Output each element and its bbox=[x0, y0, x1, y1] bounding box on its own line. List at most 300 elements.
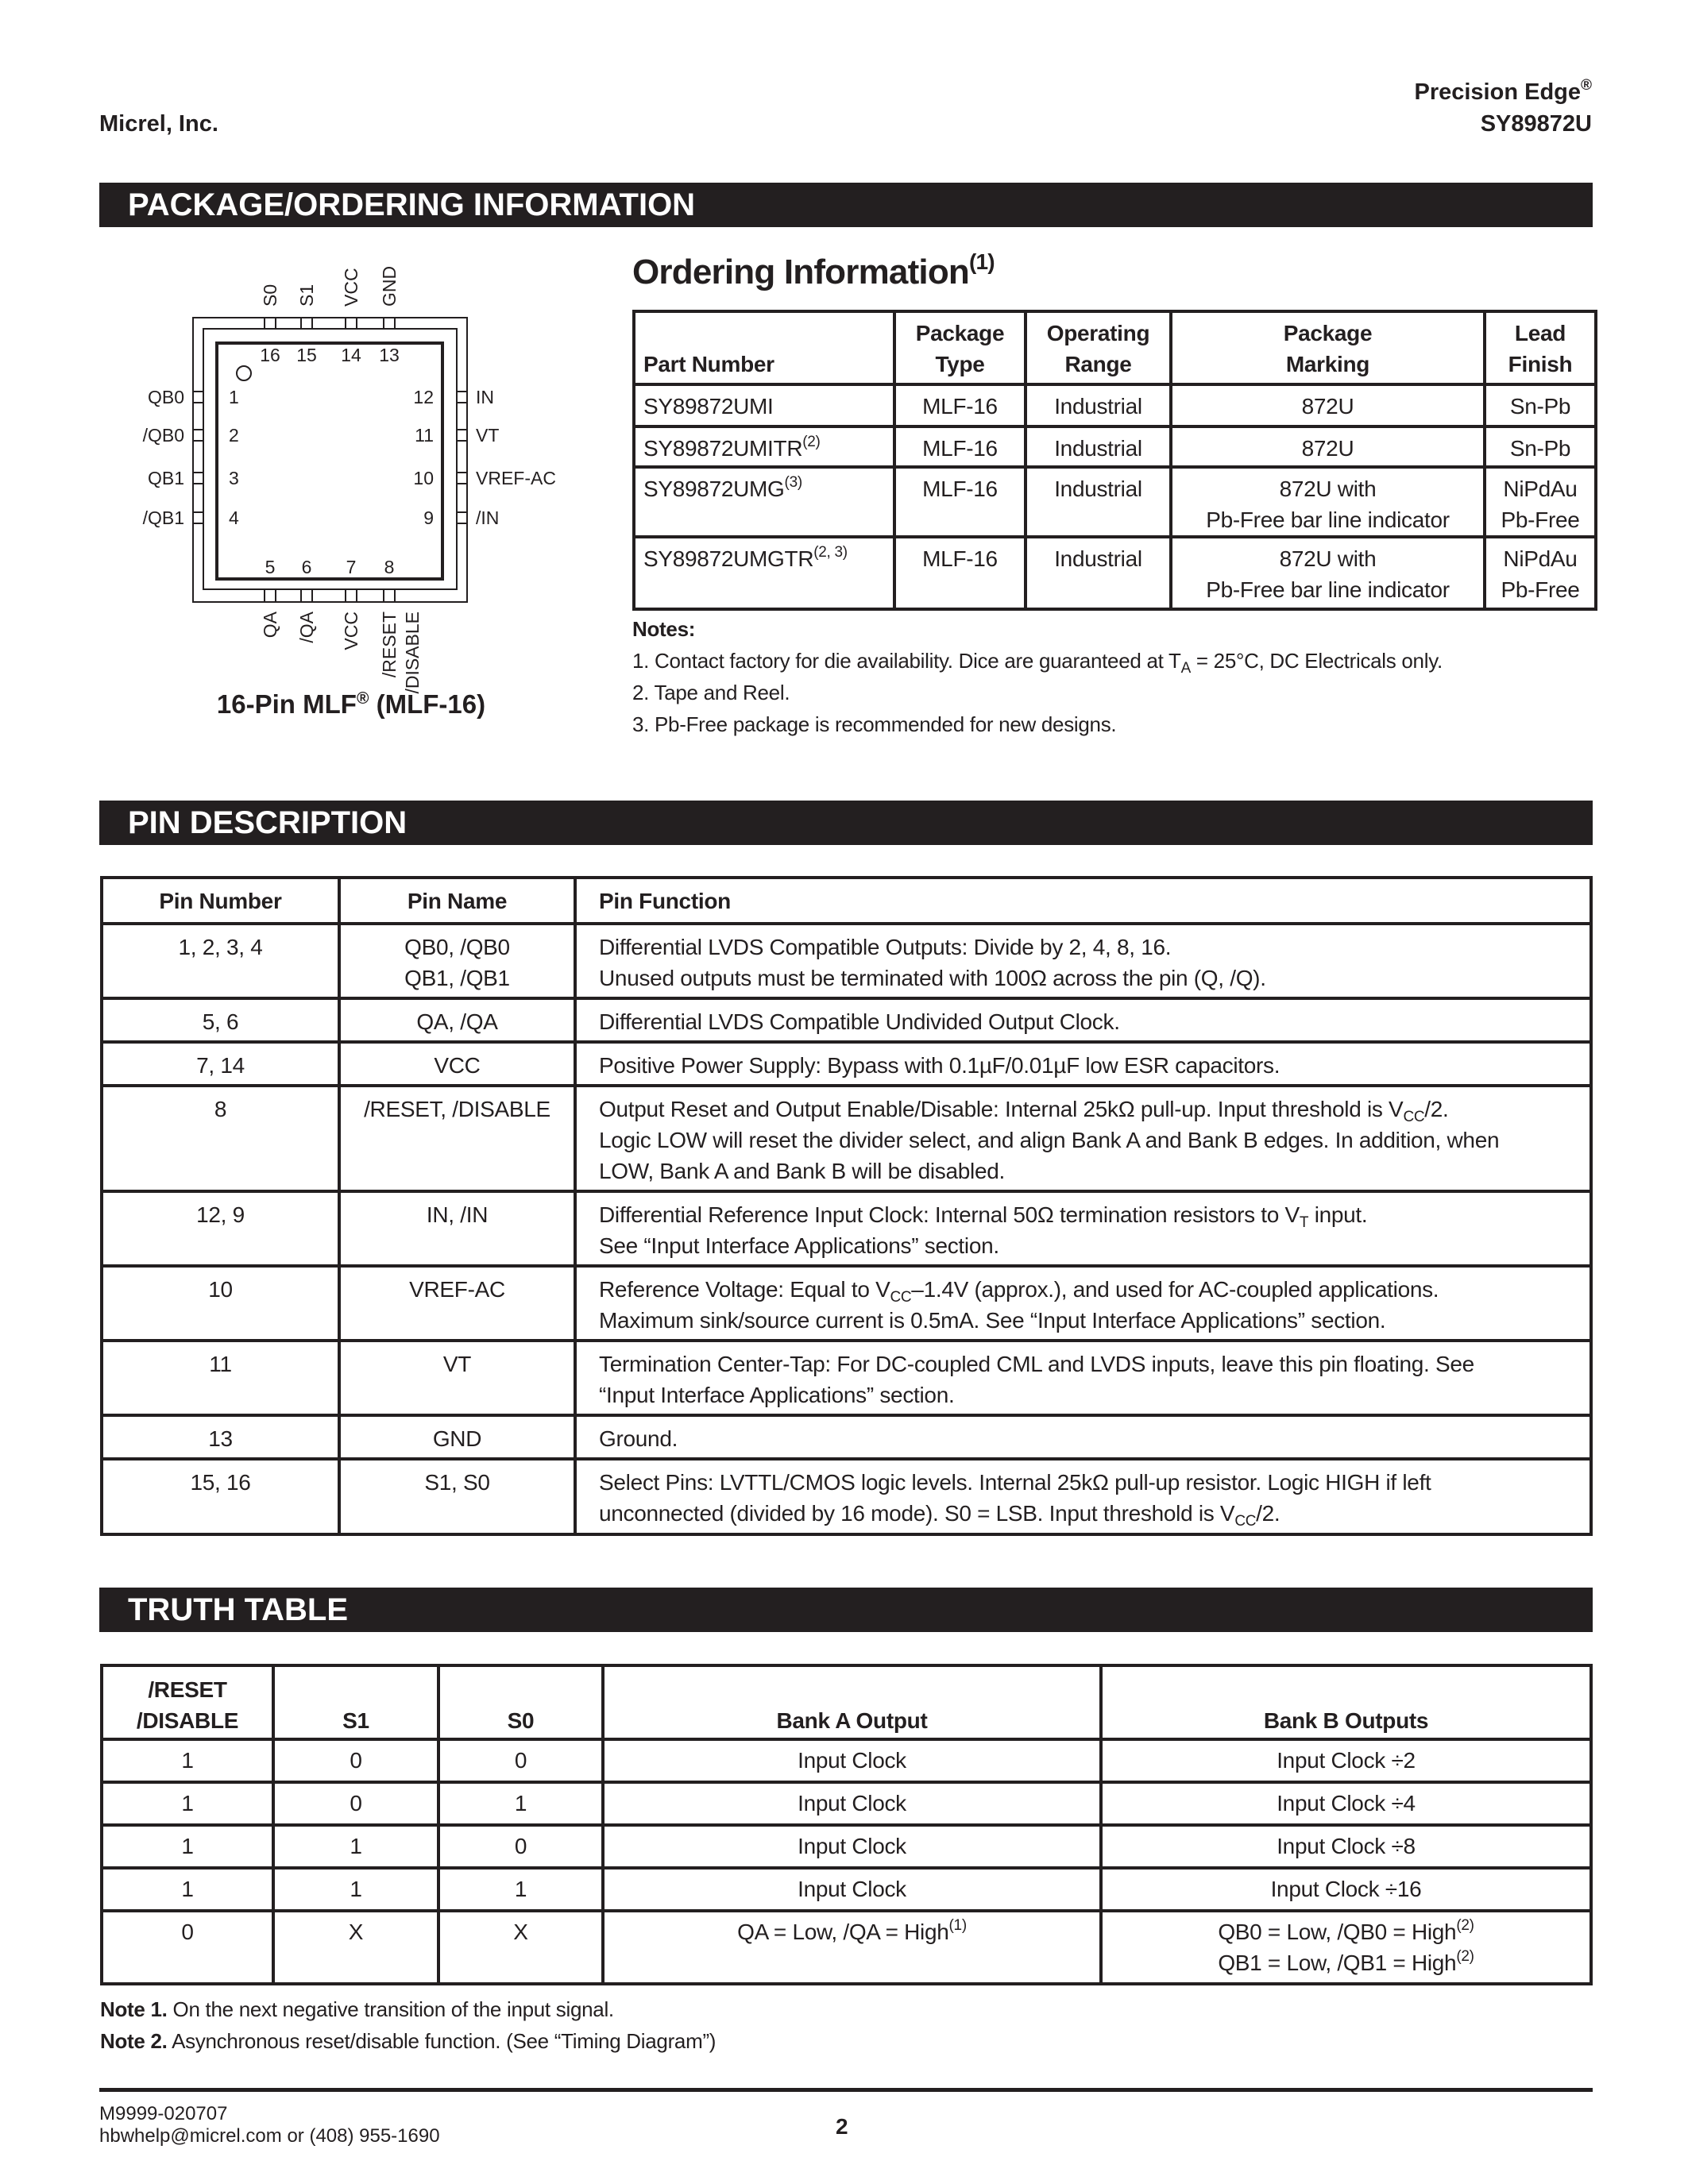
pin-label-top: VCC bbox=[341, 268, 361, 307]
part-number: SY89872U bbox=[1480, 111, 1592, 137]
pin-name: VREF-AC bbox=[409, 1277, 505, 1302]
header-line bbox=[643, 318, 885, 349]
pin-row bbox=[102, 924, 1591, 998]
package-type: MLF-16 bbox=[894, 384, 1026, 426]
ordering-row bbox=[634, 384, 1596, 426]
finish-line: Sn-Pb bbox=[1509, 394, 1571, 419]
part-number: SY89872UMGTR bbox=[643, 546, 814, 571]
header-line: Range bbox=[1064, 352, 1132, 376]
pin-name: IN, /IN bbox=[426, 1202, 489, 1227]
pin-label-right: VT bbox=[476, 425, 500, 446]
pin-number: 15 bbox=[296, 345, 317, 365]
part-note-ref: (2, 3) bbox=[813, 544, 848, 561]
output-line bbox=[605, 1745, 1099, 1776]
reset-disable-value: 1 bbox=[102, 1825, 273, 1868]
pin-label-left: /QB1 bbox=[142, 507, 184, 528]
diagram-title-reg: ® bbox=[356, 689, 369, 708]
pin-pad bbox=[301, 589, 312, 602]
text-segment: Logic LOW will reset the divider select, and align Bank A and Bank B edges. In addition, when bbox=[599, 1128, 1500, 1152]
output-text: Input Clock ÷8 bbox=[1277, 1834, 1416, 1858]
pin-function-line bbox=[599, 1050, 1582, 1081]
pin-function-line bbox=[599, 963, 1582, 994]
output-text: QA = Low, /QA = High bbox=[737, 1920, 949, 1944]
header-line: Marking bbox=[1285, 352, 1370, 376]
pin-label-bottom: VCC bbox=[341, 612, 361, 650]
pin-name: QB0, /QB0 bbox=[404, 935, 510, 959]
text-segment: Select Pins: LVTTL/CMOS logic levels. Internal 25kΩ pull-up resistor. Logic HIGH if left bbox=[599, 1470, 1431, 1495]
pin-pad bbox=[193, 512, 203, 523]
lead-finish bbox=[1485, 384, 1596, 426]
pin-row bbox=[102, 998, 1591, 1042]
pin-name: GND bbox=[432, 1426, 482, 1451]
header-line: Package bbox=[915, 321, 1005, 345]
pin-name-cell bbox=[339, 1086, 575, 1191]
subscript: T bbox=[1299, 1214, 1309, 1231]
pin-pad bbox=[384, 318, 395, 329]
finish-line: Sn-Pb bbox=[1509, 436, 1571, 461]
output-line bbox=[1103, 1831, 1590, 1862]
pin-label-left: /QB0 bbox=[142, 425, 184, 446]
marking-line: Pb-Free bar line indicator bbox=[1206, 577, 1450, 602]
note-ref: (1) bbox=[948, 1917, 967, 1934]
part-number: SY89872UMG bbox=[643, 477, 785, 501]
pin-function-line bbox=[599, 1006, 1582, 1037]
pin-pad bbox=[193, 430, 203, 441]
output-line bbox=[1103, 1788, 1590, 1819]
pin-function-line bbox=[599, 1094, 1582, 1125]
diagram-title-b: (MLF-16) bbox=[369, 689, 486, 719]
ordering-col-header bbox=[894, 311, 1026, 384]
die-outline bbox=[217, 343, 442, 579]
package-type: MLF-16 bbox=[894, 426, 1026, 467]
truth-row bbox=[102, 1825, 1591, 1868]
pin-number: 9 bbox=[423, 507, 434, 528]
pin-number: 14 bbox=[341, 345, 361, 365]
pin-function-line bbox=[599, 1305, 1582, 1336]
pin-function-line bbox=[599, 1467, 1582, 1498]
bank-a-output bbox=[603, 1782, 1101, 1825]
subscript: CC bbox=[1234, 1513, 1257, 1530]
pin-pad bbox=[265, 589, 276, 602]
pin-name: S1, S0 bbox=[424, 1470, 490, 1495]
pin-number-cell: 7, 14 bbox=[102, 1042, 339, 1086]
operating-range: Industrial bbox=[1026, 537, 1171, 609]
pin-pad bbox=[193, 473, 203, 484]
s0-value: 0 bbox=[438, 1739, 603, 1782]
pin-number-cell: 12, 9 bbox=[102, 1191, 339, 1266]
truth-col-header bbox=[1101, 1665, 1591, 1739]
package-type: MLF-16 bbox=[894, 467, 1026, 537]
s1-value: X bbox=[273, 1911, 438, 1984]
lead-finish bbox=[1485, 467, 1596, 537]
text-segment: Output Reset and Output Enable/Disable: Internal 25kΩ pull-up. Input threshold is V bbox=[599, 1097, 1404, 1121]
truth-note-2 bbox=[100, 2025, 716, 2057]
pin-label-right: /IN bbox=[476, 507, 500, 528]
header-line: /DISABLE bbox=[136, 1708, 239, 1733]
s0-value: 1 bbox=[438, 1782, 603, 1825]
pin-name-cell bbox=[339, 1266, 575, 1341]
header-line: S0 bbox=[507, 1708, 535, 1733]
output-text: Input Clock ÷16 bbox=[1270, 1877, 1422, 1901]
pin-number-cell: 15, 16 bbox=[102, 1459, 339, 1534]
header-line: Bank A Output bbox=[776, 1708, 928, 1733]
package-marking bbox=[1171, 384, 1485, 426]
bank-b-output bbox=[1101, 1739, 1591, 1782]
marking-line: 872U bbox=[1301, 394, 1354, 419]
text-segment: input. bbox=[1308, 1202, 1368, 1227]
pin-row bbox=[102, 1415, 1591, 1459]
pin-function-cell bbox=[575, 1042, 1591, 1086]
pin-function-line bbox=[599, 1498, 1582, 1529]
pin-function-line bbox=[599, 1349, 1582, 1379]
pin-number: 10 bbox=[413, 468, 434, 488]
pin-function-cell bbox=[575, 1415, 1591, 1459]
truth-col-header bbox=[438, 1665, 603, 1739]
output-line bbox=[605, 1831, 1099, 1862]
header-line: /RESET bbox=[148, 1677, 227, 1702]
pin-label-top: S0 bbox=[260, 284, 280, 307]
pin-row bbox=[102, 1266, 1591, 1341]
part-number-cell bbox=[634, 384, 894, 426]
truth-note-1-text: On the next negative transition of the input signal. bbox=[167, 1997, 614, 2021]
finish-line: NiPdAu bbox=[1503, 546, 1578, 571]
diagram-title-a: 16-Pin MLF bbox=[216, 689, 357, 719]
pin-number-cell: 10 bbox=[102, 1266, 339, 1341]
pin-row bbox=[102, 1086, 1591, 1191]
text-segment: Positive Power Supply: Bypass with 0.1µF/0.01µF low ESR capacitors. bbox=[599, 1053, 1280, 1078]
marking-line: 872U bbox=[1301, 436, 1354, 461]
ordering-table bbox=[632, 310, 1597, 611]
contact-info: hbwhelp@micrel.com or (408) 955-1690 bbox=[99, 2125, 440, 2147]
company-name: Micrel, Inc. bbox=[99, 111, 218, 137]
pin-number-cell: 13 bbox=[102, 1415, 339, 1459]
ordering-col-header bbox=[1485, 311, 1596, 384]
text-segment: Differential LVDS Compatible Outputs: Divide by 2, 4, 8, 16. bbox=[599, 935, 1172, 959]
truth-note-2-text: Asynchronous reset/disable function. (See “Timing Diagram”) bbox=[167, 2029, 717, 2053]
reset-disable-value: 1 bbox=[102, 1868, 273, 1911]
pin-function-line bbox=[599, 1379, 1582, 1410]
note-1-b: = 25°C, DC Electricals only. bbox=[1190, 649, 1443, 673]
output-line bbox=[1103, 1873, 1590, 1904]
pin-name-cell bbox=[339, 1042, 575, 1086]
pin-label-bottom: /RESET bbox=[379, 612, 400, 678]
pin-pad bbox=[193, 392, 203, 403]
pin-label-left: QB1 bbox=[147, 468, 184, 488]
marking-line: 872U with bbox=[1279, 477, 1377, 501]
part-number: SY89872UMITR bbox=[643, 436, 803, 461]
part-note-ref: (2) bbox=[802, 434, 821, 450]
reset-disable-value: 1 bbox=[102, 1782, 273, 1825]
pin-number-cell: 5, 6 bbox=[102, 998, 339, 1042]
ordering-row bbox=[634, 426, 1596, 467]
section-bar-pin-description: PIN DESCRIPTION bbox=[99, 801, 1593, 845]
text-segment: See “Input Interface Applications” section. bbox=[599, 1233, 999, 1258]
package-marking bbox=[1171, 467, 1485, 537]
pin-pad bbox=[346, 589, 357, 602]
pin-name-cell bbox=[339, 1191, 575, 1266]
note-ref: (2) bbox=[1456, 1948, 1474, 1965]
lead-finish bbox=[1485, 537, 1596, 609]
package-marking bbox=[1171, 426, 1485, 467]
subscript: CC bbox=[1403, 1109, 1425, 1125]
note-1-a: 1. Contact factory for die availability. Dice are guaranteed at T bbox=[632, 649, 1181, 673]
part-note-ref: (3) bbox=[784, 474, 802, 491]
s1-value: 0 bbox=[273, 1782, 438, 1825]
s0-value: 0 bbox=[438, 1825, 603, 1868]
pin-row bbox=[102, 1191, 1591, 1266]
output-line bbox=[1103, 1745, 1590, 1776]
package-marking bbox=[1171, 537, 1485, 609]
pin-function-line bbox=[599, 1199, 1582, 1230]
ordering-col-header bbox=[1026, 311, 1171, 384]
finish-line: NiPdAu bbox=[1503, 477, 1578, 501]
text-segment: Termination Center-Tap: For DC-coupled CML and LVDS inputs, leave this pin floating. See bbox=[599, 1352, 1474, 1376]
footer-rule bbox=[99, 2088, 1593, 2092]
package-outline bbox=[193, 318, 467, 602]
operating-range: Industrial bbox=[1026, 426, 1171, 467]
part-number: SY89872UMI bbox=[643, 394, 774, 419]
pin-pad bbox=[346, 318, 357, 329]
truth-table-notes bbox=[100, 1993, 716, 2057]
output-text: Input Clock ÷4 bbox=[1277, 1791, 1416, 1815]
lead-finish bbox=[1485, 426, 1596, 467]
ordering-title-sup: (1) bbox=[969, 249, 995, 274]
s0-value: X bbox=[438, 1911, 603, 1984]
truth-col-header bbox=[273, 1665, 438, 1739]
section-bar-package: PACKAGE/ORDERING INFORMATION bbox=[99, 183, 1593, 227]
text-segment: /2. bbox=[1256, 1501, 1280, 1526]
pin-number-cell: 1, 2, 3, 4 bbox=[102, 924, 339, 998]
pin-name-cell bbox=[339, 998, 575, 1042]
s0-value: 1 bbox=[438, 1868, 603, 1911]
pin-function-cell bbox=[575, 1459, 1591, 1534]
pin-label-right: VREF-AC bbox=[476, 468, 556, 488]
pin-number: 6 bbox=[301, 557, 312, 577]
output-text: Input Clock bbox=[798, 1748, 906, 1773]
pin-row bbox=[102, 1341, 1591, 1415]
pin-function-cell bbox=[575, 924, 1591, 998]
bank-a-output bbox=[603, 1868, 1101, 1911]
col-pin-number: Pin Number bbox=[102, 878, 339, 924]
pin-pad bbox=[384, 589, 395, 602]
marking-line: Pb-Free bar line indicator bbox=[1206, 507, 1450, 532]
pin-function-cell bbox=[575, 1266, 1591, 1341]
operating-range: Industrial bbox=[1026, 467, 1171, 537]
pin-function-line bbox=[599, 1274, 1582, 1305]
pin-name: VCC bbox=[434, 1053, 481, 1078]
product-line bbox=[1414, 79, 1592, 106]
text-segment: LOW, Bank A and Bank B will be disabled. bbox=[599, 1159, 1005, 1183]
col-pin-name: Pin Name bbox=[339, 878, 575, 924]
pin-number-cell: 8 bbox=[102, 1086, 339, 1191]
part-number-cell bbox=[634, 537, 894, 609]
output-line bbox=[605, 1916, 1099, 1947]
package-inner-outline bbox=[203, 329, 457, 589]
finish-line: Pb-Free bbox=[1501, 507, 1580, 532]
pin-pad bbox=[457, 473, 467, 484]
pin-function-line bbox=[599, 1230, 1582, 1261]
output-text: Input Clock bbox=[798, 1834, 906, 1858]
part-number-cell bbox=[634, 467, 894, 537]
pin-pad bbox=[301, 318, 312, 329]
pin-number: 8 bbox=[384, 557, 395, 577]
truth-row bbox=[102, 1911, 1591, 1984]
text-segment: Differential Reference Input Clock: Internal 50Ω termination resistors to V bbox=[599, 1202, 1300, 1227]
pin-name-cell bbox=[339, 1415, 575, 1459]
text-segment: Ground. bbox=[599, 1426, 678, 1451]
truth-note-1 bbox=[100, 1993, 716, 2025]
truth-row bbox=[102, 1782, 1591, 1825]
col-pin-function: Pin Function bbox=[575, 878, 1591, 924]
footer-left bbox=[99, 2103, 440, 2147]
s1-value: 1 bbox=[273, 1825, 438, 1868]
pin-function-line bbox=[599, 1125, 1582, 1156]
part-number-cell bbox=[634, 426, 894, 467]
operating-range: Industrial bbox=[1026, 384, 1171, 426]
pin-name-cell bbox=[339, 924, 575, 998]
page-number: 2 bbox=[836, 2114, 848, 2139]
s1-value: 1 bbox=[273, 1868, 438, 1911]
note-ref: (2) bbox=[1456, 1917, 1474, 1934]
text-segment: Differential LVDS Compatible Undivided Output Clock. bbox=[599, 1009, 1120, 1034]
pin-label-bottom: QA bbox=[260, 612, 280, 639]
pin-function-line bbox=[599, 1156, 1582, 1187]
truth-col-header bbox=[102, 1665, 273, 1739]
ordering-notes bbox=[632, 613, 1586, 740]
pin-number: 3 bbox=[229, 468, 239, 488]
pin-number: 4 bbox=[229, 507, 239, 528]
ordering-col-header bbox=[1171, 311, 1485, 384]
pin-label-left: QB0 bbox=[147, 387, 184, 407]
header-line: Part Number bbox=[643, 352, 774, 376]
diagram-title bbox=[217, 689, 485, 719]
pin-pad bbox=[457, 392, 467, 403]
bank-a-output bbox=[603, 1825, 1101, 1868]
ordering-title bbox=[632, 249, 995, 292]
note-2: 2. Tape and Reel. bbox=[632, 681, 790, 704]
pin-function-cell bbox=[575, 1341, 1591, 1415]
pin-name: /RESET, /DISABLE bbox=[364, 1097, 550, 1121]
pin-name-cell bbox=[339, 1341, 575, 1415]
text-segment: /2. bbox=[1424, 1097, 1449, 1121]
pin-pad bbox=[457, 430, 467, 441]
pin-number: 1 bbox=[229, 387, 239, 407]
pin-function-cell bbox=[575, 1086, 1591, 1191]
output-text: Input Clock bbox=[798, 1877, 906, 1901]
pin-number: 2 bbox=[229, 425, 239, 446]
ordering-title-text: Ordering Information bbox=[632, 253, 970, 291]
bank-a-output bbox=[603, 1911, 1101, 1984]
pin-label-top: S1 bbox=[296, 284, 317, 307]
text-segment: Unused outputs must be terminated with 100Ω across the pin (Q, /Q). bbox=[599, 966, 1266, 990]
truth-row bbox=[102, 1868, 1591, 1911]
bank-b-output bbox=[1101, 1868, 1591, 1911]
output-text: QB1 = Low, /QB1 = High bbox=[1218, 1951, 1457, 1975]
text-segment: –1.4V (approx.), and used for AC-coupled applications. bbox=[911, 1277, 1439, 1302]
pin-function-line bbox=[599, 932, 1582, 963]
truth-note-2-label: Note 2. bbox=[100, 2029, 168, 2053]
pin-description-table bbox=[100, 876, 1593, 1536]
pin-label-bottom: /DISABLE bbox=[402, 612, 423, 694]
note-1-sub: A bbox=[1180, 660, 1191, 677]
pin-number: 11 bbox=[415, 425, 434, 446]
text-segment: “Input Interface Applications” section. bbox=[599, 1383, 955, 1407]
header-line: Finish bbox=[1508, 352, 1573, 376]
header-line: Type bbox=[935, 352, 985, 376]
reset-disable-value: 1 bbox=[102, 1739, 273, 1782]
pin-label-right: IN bbox=[476, 387, 494, 407]
product-line-text: Precision Edge bbox=[1414, 79, 1581, 105]
text-segment: unconnected (divided by 16 mode). S0 = LSB. Input threshold is V bbox=[599, 1501, 1235, 1526]
pin-number: 16 bbox=[260, 345, 280, 365]
truth-col-header bbox=[603, 1665, 1101, 1739]
s1-value: 0 bbox=[273, 1739, 438, 1782]
package-type: MLF-16 bbox=[894, 537, 1026, 609]
output-line bbox=[605, 1873, 1099, 1904]
reset-disable-value: 0 bbox=[102, 1911, 273, 1984]
section-bar-truth-table: TRUTH TABLE bbox=[99, 1588, 1593, 1632]
bank-b-output bbox=[1101, 1825, 1591, 1868]
bank-b-output bbox=[1101, 1782, 1591, 1825]
pin-number-cell: 11 bbox=[102, 1341, 339, 1415]
subscript: CC bbox=[890, 1289, 912, 1306]
output-line bbox=[1103, 1947, 1590, 1978]
pinout-diagram bbox=[0, 0, 635, 762]
pin-number: 7 bbox=[346, 557, 357, 577]
truth-table bbox=[100, 1664, 1593, 1985]
pin1-marker-icon bbox=[237, 366, 251, 380]
note-3: 3. Pb-Free package is recommended for new designs. bbox=[632, 712, 1117, 736]
note-1 bbox=[632, 645, 1586, 677]
pin-label-top: GND bbox=[379, 265, 400, 307]
pin-name: VT bbox=[442, 1352, 472, 1376]
output-line bbox=[605, 1788, 1099, 1819]
marking-line: 872U with bbox=[1279, 546, 1377, 571]
notes-title: Notes: bbox=[632, 617, 696, 641]
output-text: Input Clock bbox=[798, 1791, 906, 1815]
output-text: QB0 = Low, /QB0 = High bbox=[1218, 1920, 1457, 1944]
ordering-col-header bbox=[634, 311, 894, 384]
pin-name: QB1, /QB1 bbox=[404, 966, 510, 990]
pin-name-cell bbox=[339, 1459, 575, 1534]
text-segment: Reference Voltage: Equal to V bbox=[599, 1277, 890, 1302]
ordering-row bbox=[634, 537, 1596, 609]
pin-number: 13 bbox=[379, 345, 400, 365]
output-line bbox=[1103, 1916, 1590, 1947]
bank-a-output bbox=[603, 1739, 1101, 1782]
pin-function-cell bbox=[575, 1191, 1591, 1266]
doc-number: M9999-020707 bbox=[99, 2103, 228, 2124]
bank-b-output bbox=[1101, 1911, 1591, 1984]
pin-pad bbox=[457, 512, 467, 523]
pin-label-bottom: /QA bbox=[296, 612, 317, 643]
header-line: Lead bbox=[1514, 321, 1566, 345]
pin-number: 5 bbox=[265, 557, 276, 577]
pin-number: 12 bbox=[413, 387, 434, 407]
pin-function-cell bbox=[575, 998, 1591, 1042]
pin-pad bbox=[265, 318, 276, 329]
pin-row bbox=[102, 1459, 1591, 1534]
pin-row bbox=[102, 1042, 1591, 1086]
header-line: Operating bbox=[1046, 321, 1150, 345]
ordering-row bbox=[634, 467, 1596, 537]
output-text: Input Clock ÷2 bbox=[1277, 1748, 1416, 1773]
pin-function-line bbox=[599, 1423, 1582, 1454]
text-segment: Maximum sink/source current is 0.5mA. See “Input Interface Applications” section. bbox=[599, 1308, 1386, 1333]
pin-name: QA, /QA bbox=[416, 1009, 498, 1034]
header-line: Package bbox=[1283, 321, 1373, 345]
finish-line: Pb-Free bbox=[1501, 577, 1580, 602]
